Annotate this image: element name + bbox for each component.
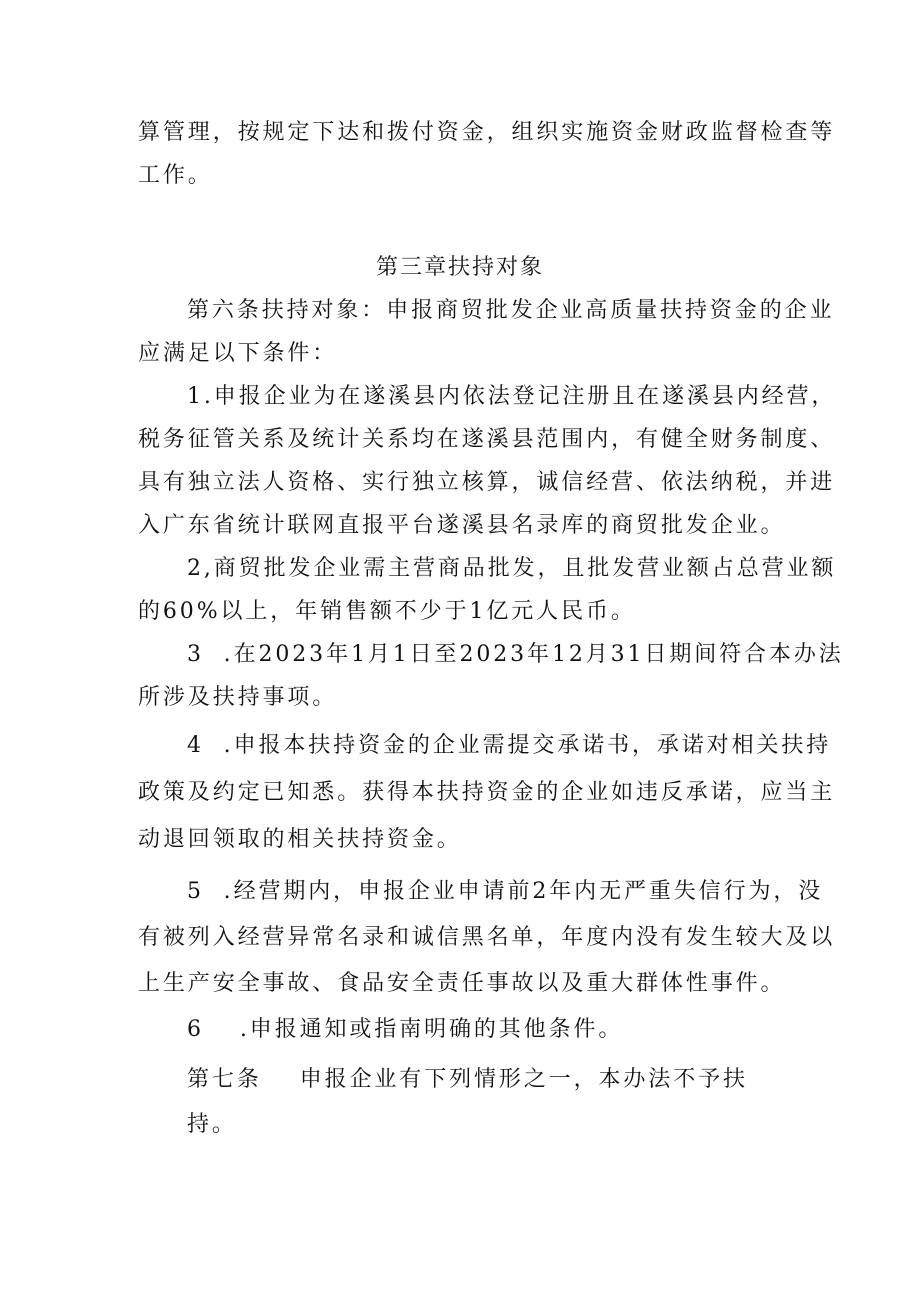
article-7-label: 第七条 [187, 1067, 262, 1092]
article-6-line-1: 第六条扶持对象：申报商贸批发企业高质量扶持资金的企业 [187, 298, 835, 323]
item-5-line-1: 5 .经营期内，申报企业申请前2年内无严重失信行为，没 [187, 879, 824, 904]
item-1-line-1: 1.申报企业为在遂溪县内依法登记注册且在遂溪县内经营， [187, 384, 837, 409]
item-5-line-2: 有被列入经营异常名录和诚信黑名单，年度内没有发生较大及以 [138, 925, 836, 950]
item-2-line-1: 2,商贸批发企业需主营商品批发，且批发营业额占总营业额 [187, 556, 837, 581]
article-7-text: 申报企业有下列情形之一，本办法不予扶 [299, 1067, 748, 1092]
item-4-line-3: 动退回领取的相关扶持资金。 [138, 827, 462, 852]
continuation-line-1: 算管理，按规定下达和拨付资金，组织实施资金财政监督检查等 [138, 120, 836, 145]
item-3-line-2: 所涉及扶持事项。 [138, 685, 338, 710]
article-7-line-1 [187, 1065, 748, 1095]
item-3-line-1: 3 .在2023年1月1日至2023年12月31日期间符合本办法 [187, 642, 844, 667]
article-6-line-2: 应满足以下条件： [138, 341, 338, 366]
item-2-line-2: 的60%以上，年销售额不少于1亿元人民币。 [138, 599, 636, 624]
item-5-line-3: 上生产安全事故、食品安全责任事故以及重大群体性事件。 [138, 971, 786, 996]
item-4-line-2: 政策及约定已知悉。获得本扶持资金的企业如违反承诺，应当主 [138, 780, 836, 805]
item-6-text: .申报通知或指南明确的其他条件。 [239, 1017, 624, 1042]
chapter-heading: 第三章扶持对象 [375, 255, 544, 280]
item-6-line [187, 1015, 623, 1045]
item-1-line-4: 入广东省统计联网直报平台遂溪县名录库的商贸批发企业。 [138, 513, 786, 538]
continuation-line-2: 工作。 [138, 163, 213, 188]
item-6-number: 6 [187, 1017, 204, 1042]
article-7-line-2: 持。 [187, 1112, 237, 1137]
item-4-line-1: 4 .申报本扶持资金的企业需提交承诺书，承诺对相关扶持 [187, 733, 832, 758]
item-1-line-2: 税务征管关系及统计关系均在遂溪县范围内，有健全财务制度、 [138, 427, 836, 452]
item-1-line-3: 具有独立法人资格、实行独立核算，诚信经营、依法纳税，并进 [138, 470, 836, 495]
